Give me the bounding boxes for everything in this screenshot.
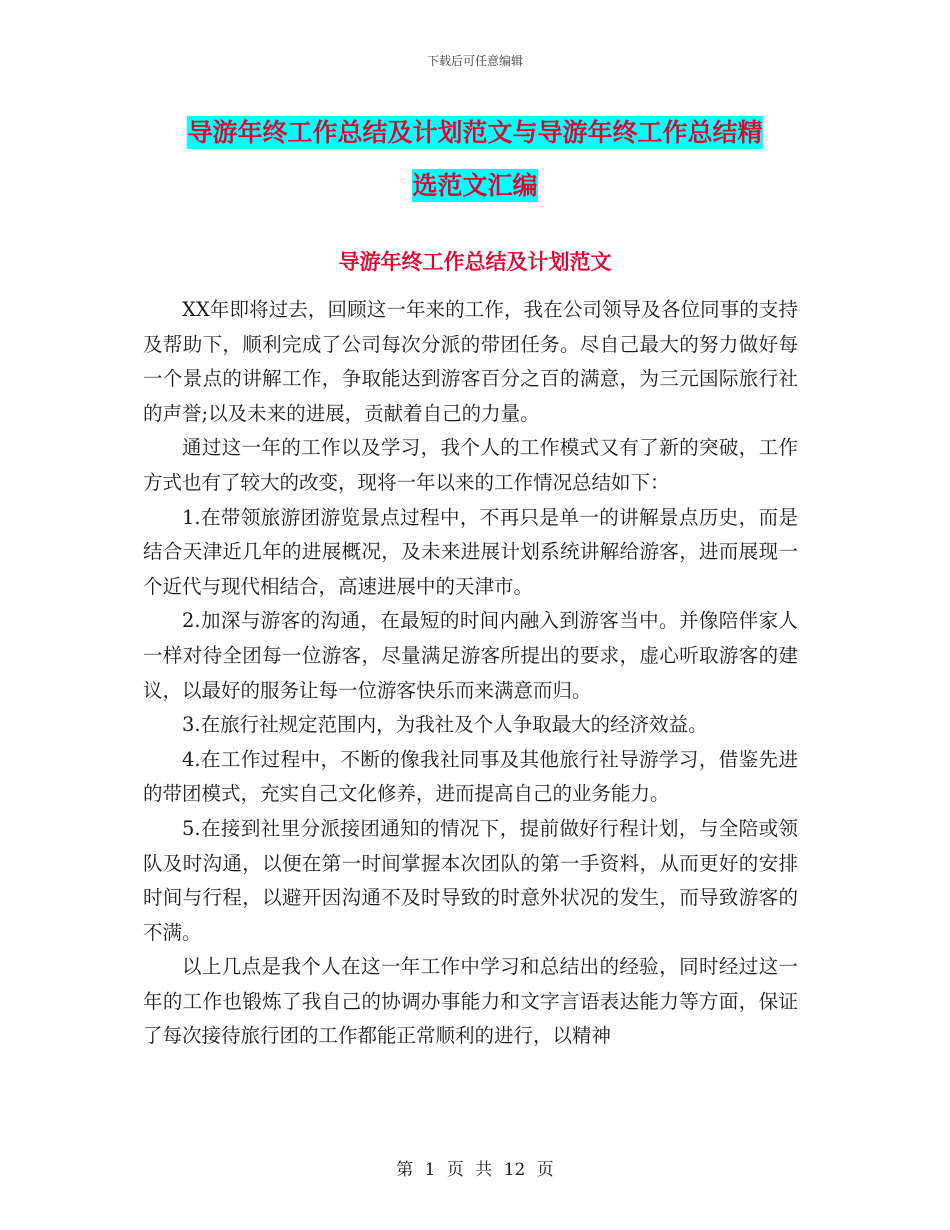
section-title: 导游年终工作总结及计划范文	[338, 250, 612, 274]
page-number-footer: 第 1 页 共 12 页	[396, 1160, 554, 1180]
paragraph: 通过这一年的工作以及学习，我个人的工作模式又有了新的突破，工作方式也有了较大的改变，现将一年以来的工作情况总结如下：	[143, 436, 798, 494]
header-note: 下载后可任意编辑	[426, 54, 523, 68]
paragraph: 5.在接到社里分派接团通知的情况下，提前做好行程计划，与全陪或领队及时沟通，以便在第一时间掌握本次团队的第一手资料，从而更好的安排时间与行程，以避开因沟通不及时导致的时意外状况的发生，而导致游客的不满。	[143, 816, 798, 944]
paragraph: 3.在旅行社规定范围内，为我社及个人争取最大的经济效益。	[182, 713, 708, 737]
paragraph: XX年即将过去，回顾这一年来的工作，我在公司领导及各位同事的支持及帮助下，顺利完成了公司每次分派的带团任务。尽自己最大的努力做好每一个景点的讲解工作，争取能达到游客百分之百的满意，为三元国际旅行社的声誉;以及未来的进展，贡献着自己的力量。	[143, 298, 798, 425]
paragraph: 1.在带领旅游团游览景点过程中，不再只是单一的讲解景点历史，而是结合天津近几年的进展概况，及未来进展计划系统讲解给游客，进而展现一个近代与现代相结合，高速进展中的天津市。	[143, 505, 798, 598]
paragraph: 2.加深与游客的沟通，在最短的时间内融入到游客当中。并像陪伴家人一样对待全团每一位游客，尽量满足游客所提出的要求，虚心听取游客的建议，以最好的服务让每一位游客快乐而来满意而归。	[143, 609, 798, 702]
document-title-line-1: 导游年终工作总结及计划范文与导游年终工作总结精	[187, 118, 763, 147]
document-title-line-2: 选范文汇编	[412, 171, 538, 200]
document-body	[143, 293, 798, 1054]
document-title	[140, 106, 810, 212]
paragraph: 4.在工作过程中，不断的像我社同事及其他旅行社导游学习，借鉴先进的带团模式，充实自己文化修养，进而提高自己的业务能力。	[143, 747, 798, 806]
paragraph: 以上几点是我个人在这一年工作中学习和总结出的经验，同时经过这一年的工作也锻炼了我自己的协调办事能力和文字言语表达能力等方面，保证了每次接待旅行团的工作都能正常顺利的进行，以精神	[143, 955, 798, 1048]
